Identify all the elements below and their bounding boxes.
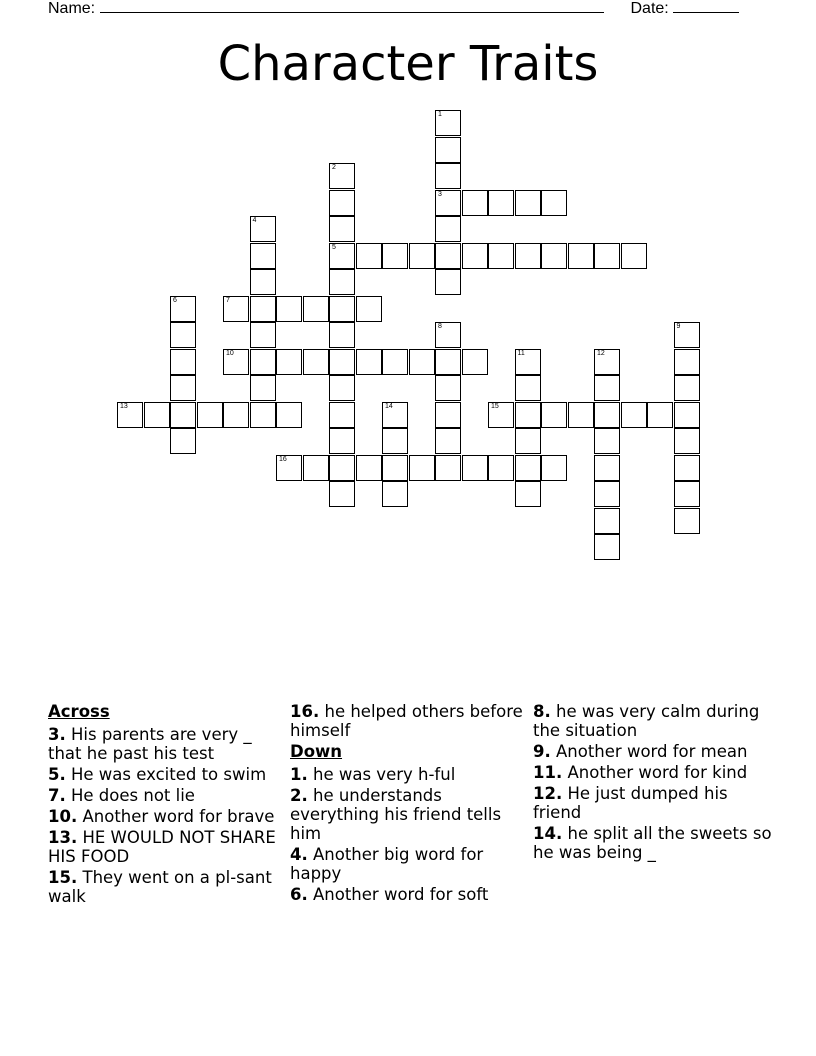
grid-cell[interactable] [170, 349, 196, 375]
grid-cell[interactable] [435, 190, 461, 216]
clue-down-2: 2. he understands everything his friend tells him [290, 786, 502, 843]
clue-number: 13 [120, 402, 128, 410]
grid-cell[interactable] [674, 455, 700, 481]
grid-cell[interactable] [170, 322, 196, 348]
grid-cell[interactable] [170, 402, 196, 428]
grid-cell[interactable] [329, 163, 355, 189]
clue-number: 7 [226, 296, 230, 304]
grid-cell[interactable] [223, 349, 249, 375]
grid-cell[interactable] [462, 190, 488, 216]
clue-number: 15 [491, 402, 499, 410]
grid-cell[interactable] [329, 375, 355, 401]
grid-cell[interactable] [462, 455, 488, 481]
grid-cell[interactable] [409, 243, 435, 269]
grid-cell[interactable] [435, 163, 461, 189]
clue-number: 11 [517, 349, 525, 357]
grid-cell[interactable] [356, 296, 382, 322]
grid-cell[interactable] [276, 296, 302, 322]
grid-cell[interactable] [568, 243, 594, 269]
grid-cell[interactable] [488, 402, 514, 428]
clue-number: 3 [438, 190, 442, 198]
grid-cell[interactable] [144, 402, 170, 428]
grid-cell[interactable] [435, 137, 461, 163]
grid-cell[interactable] [594, 243, 620, 269]
clue-number: 6 [173, 296, 177, 304]
clue-number: 8 [438, 323, 442, 330]
grid-cell[interactable] [515, 481, 541, 507]
grid-cell[interactable] [356, 243, 382, 269]
grid-cell[interactable] [250, 375, 276, 401]
grid-cell[interactable] [435, 349, 461, 375]
grid-cell[interactable] [594, 375, 620, 401]
clue-number: 16 [279, 455, 287, 463]
clue-number: 12 [597, 349, 605, 357]
grid-cell[interactable] [515, 349, 541, 375]
grid-cell[interactable] [621, 402, 647, 428]
clue-across-16: 16. he helped others before himself [290, 702, 523, 740]
grid-cell[interactable] [541, 402, 567, 428]
grid-cell[interactable] [462, 243, 488, 269]
grid-cell[interactable] [594, 455, 620, 481]
grid-cell[interactable] [515, 428, 541, 454]
grid-cell[interactable] [329, 296, 355, 322]
grid-cell[interactable] [382, 243, 408, 269]
grid-cell[interactable] [303, 296, 329, 322]
clue-down-8: 8. he was very calm during the situation [533, 702, 760, 740]
grid-cell[interactable] [594, 428, 620, 454]
grid-cell[interactable] [170, 428, 196, 454]
grid-cell[interactable] [435, 269, 461, 295]
grid-cell[interactable] [435, 428, 461, 454]
grid-cell[interactable] [329, 216, 355, 242]
grid-cell[interactable] [303, 455, 329, 481]
grid-cell[interactable] [674, 349, 700, 375]
grid-cell[interactable] [647, 402, 673, 428]
grid-cell[interactable] [303, 349, 329, 375]
clue-down-14: 14. he split all the sweets so he was being _ [533, 824, 772, 862]
grid-cell[interactable] [435, 375, 461, 401]
grid-cell[interactable] [594, 508, 620, 534]
grid-cell[interactable] [382, 455, 408, 481]
grid-cell[interactable] [250, 322, 276, 348]
grid-cell[interactable] [515, 402, 541, 428]
grid-cell[interactable] [435, 455, 461, 481]
grid-cell[interactable] [117, 402, 143, 428]
grid-cell[interactable] [329, 322, 355, 348]
grid-cell[interactable] [435, 402, 461, 428]
clue-number: 1 [438, 111, 442, 118]
clue-across-5: 5. He was excited to swim [48, 765, 267, 784]
grid-cell[interactable] [594, 349, 620, 375]
clue-column-3 [533, 702, 773, 864]
grid-cell[interactable] [515, 455, 541, 481]
grid-cell[interactable] [409, 349, 435, 375]
grid-cell[interactable] [594, 534, 620, 560]
grid-cell[interactable] [541, 455, 567, 481]
clue-down-4: 4. Another big word for happy [290, 845, 484, 883]
clue-down-12: 12. He just dumped his friend [533, 784, 728, 822]
grid-cell[interactable] [435, 216, 461, 242]
grid-cell[interactable] [674, 322, 700, 348]
grid-cell[interactable] [329, 481, 355, 507]
grid-cell[interactable] [382, 428, 408, 454]
grid-cell[interactable] [329, 243, 355, 269]
clue-across-3: 3. His parents are very _ that he past his test [48, 725, 252, 763]
grid-cell[interactable] [541, 243, 567, 269]
clue-across-15: 15. They went on a pl-sant walk [48, 868, 272, 906]
grid-cell[interactable] [197, 402, 223, 428]
grid-cell[interactable] [329, 269, 355, 295]
grid-cell[interactable] [541, 190, 567, 216]
grid-cell[interactable] [223, 402, 249, 428]
grid-cell[interactable] [568, 402, 594, 428]
clue-across-13: 13. HE WOULD NOT SHARE HIS FOOD [48, 828, 276, 866]
clue-column-2 [290, 702, 525, 906]
grid-cell[interactable] [674, 402, 700, 428]
grid-cell[interactable] [329, 402, 355, 428]
grid-cell[interactable] [674, 375, 700, 401]
clue-number: 14 [385, 402, 393, 410]
clue-number: 5 [332, 243, 336, 251]
grid-cell[interactable] [488, 190, 514, 216]
grid-cell[interactable] [435, 110, 461, 136]
page-title: Character Traits [217, 36, 599, 92]
clue-down-1: 1. he was very h-ful [290, 765, 456, 784]
clue-number: 4 [252, 217, 257, 224]
grid-cell[interactable] [250, 349, 276, 375]
grid-cell[interactable] [515, 190, 541, 216]
grid-cell[interactable] [674, 481, 700, 507]
clue-across-10: 10. Another word for brave [48, 807, 275, 826]
clue-number: 2 [332, 164, 336, 171]
grid-cell[interactable] [435, 322, 461, 348]
grid-cell[interactable] [276, 349, 302, 375]
name-label: Name: [48, 0, 96, 17]
down-heading: Down [290, 742, 343, 761]
grid-cell[interactable] [250, 243, 276, 269]
grid-cell[interactable] [594, 481, 620, 507]
clue-down-9: 9. Another word for mean [533, 742, 748, 761]
grid-cell[interactable] [250, 402, 276, 428]
grid-cell[interactable] [329, 190, 355, 216]
clue-down-11: 11. Another word for kind [533, 763, 748, 782]
grid-cell[interactable] [356, 349, 382, 375]
grid-cell[interactable] [276, 402, 302, 428]
grid-cell[interactable] [435, 243, 461, 269]
grid-cell[interactable] [674, 428, 700, 454]
grid-cell[interactable] [488, 455, 514, 481]
clue-down-6: 6. Another word for soft [290, 885, 489, 904]
clue-number: 9 [676, 323, 681, 330]
grid-cell[interactable] [276, 455, 302, 481]
across-heading: Across [48, 702, 110, 721]
clue-number: 10 [226, 349, 234, 357]
grid-cell[interactable] [250, 296, 276, 322]
grid-cell[interactable] [488, 243, 514, 269]
grid-cell[interactable] [329, 349, 355, 375]
grid-cell[interactable] [462, 349, 488, 375]
grid-cell[interactable] [356, 455, 382, 481]
grid-cell[interactable] [329, 428, 355, 454]
grid-cell[interactable] [250, 269, 276, 295]
grid-cell[interactable] [515, 243, 541, 269]
grid-cell[interactable] [594, 402, 620, 428]
grid-cell[interactable] [409, 455, 435, 481]
grid-cell[interactable] [250, 216, 276, 242]
clue-column-1 [48, 702, 278, 908]
grid-cell[interactable] [382, 349, 408, 375]
grid-cell[interactable] [382, 402, 408, 428]
grid-cell[interactable] [382, 481, 408, 507]
grid-cell[interactable] [170, 375, 196, 401]
grid-cell[interactable] [223, 296, 249, 322]
grid-cell[interactable] [329, 455, 355, 481]
grid-cell[interactable] [621, 243, 647, 269]
grid-cell[interactable] [515, 375, 541, 401]
clue-across-7: 7. He does not lie [48, 786, 195, 805]
date-label: Date: [630, 0, 669, 17]
grid-cell[interactable] [170, 296, 196, 322]
grid-cell[interactable] [674, 508, 700, 534]
